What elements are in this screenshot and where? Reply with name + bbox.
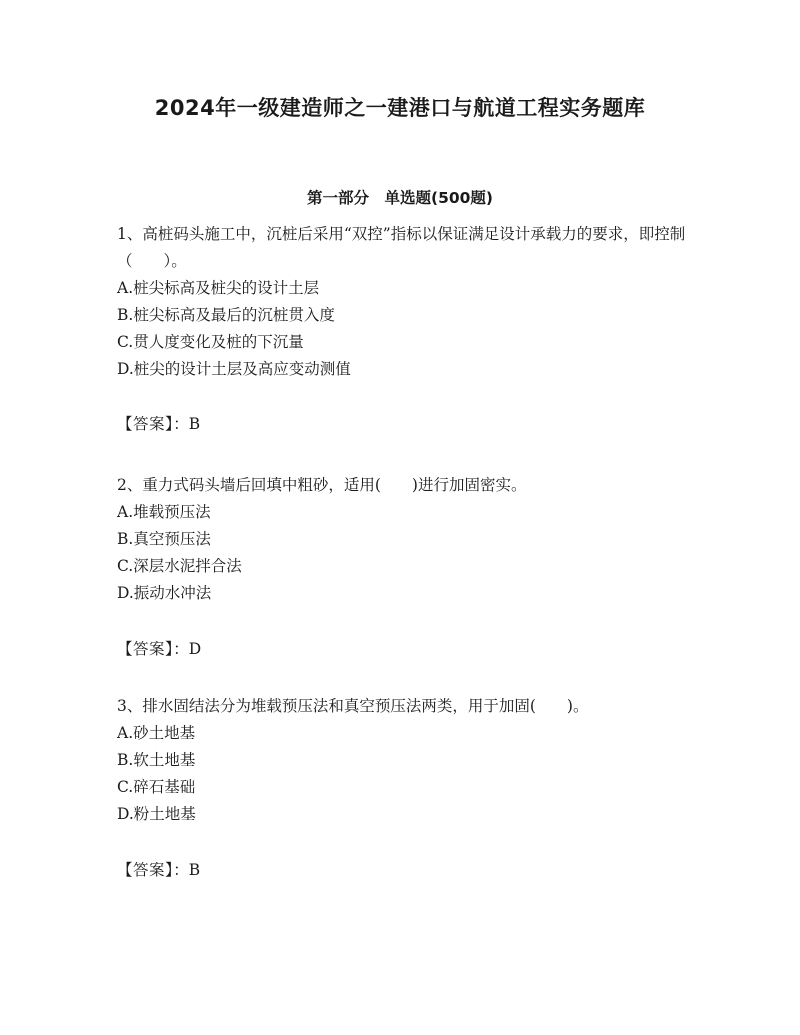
question-list [117, 221, 687, 884]
answer-line [117, 636, 687, 663]
question-2 [117, 472, 687, 663]
answer-separator: ： [173, 861, 189, 879]
answer-separator: ： [173, 640, 189, 658]
question-stem: 1、高桩码头施工中，沉桩后采用“双控”指标以保证满足设计承载力的要求，即控制（ ）。 [117, 225, 686, 270]
option-d: D.桩尖的设计土层及高应变动测值 [117, 360, 351, 378]
option-a: A.桩尖标高及桩尖的设计土层 [117, 279, 320, 297]
question-stem: 3、排水固结法分为堆载预压法和真空预压法两类，用于加固( )。 [117, 697, 589, 715]
question-stem: 2、重力式码头墙后回填中粗砂，适用( )进行加固密实。 [117, 476, 527, 494]
option-c: C.贯人度变化及桩的下沉量 [117, 333, 304, 351]
answer-value: B [188, 861, 201, 879]
option-d: D.振动水冲法 [117, 584, 212, 602]
answer-value: B [188, 415, 201, 433]
answer-line [117, 411, 687, 438]
answer-separator: ： [173, 415, 189, 433]
option-c: C.深层水泥拌合法 [117, 557, 242, 575]
option-b: B.真空预压法 [117, 530, 211, 548]
answer-line [117, 857, 687, 884]
question-3 [117, 693, 687, 884]
question-1 [117, 221, 687, 438]
option-a: A.砂土地基 [117, 724, 196, 742]
answer-label: 【答案】 [117, 640, 174, 658]
option-c: C.碎石基础 [117, 778, 196, 796]
option-b: B.软土地基 [117, 751, 196, 769]
option-d: D.粉土地基 [117, 805, 196, 823]
answer-value: D [188, 640, 202, 658]
answer-label: 【答案】 [117, 861, 174, 879]
page-title: 2024年一级建造师之一建港口与航道工程实务题库 [154, 96, 646, 120]
answer-label: 【答案】 [117, 415, 174, 433]
option-a: A.堆载预压法 [117, 503, 211, 521]
section-title: 第一部分 单选题(500题) [306, 189, 494, 207]
option-b: B.桩尖标高及最后的沉桩贯入度 [117, 306, 335, 324]
